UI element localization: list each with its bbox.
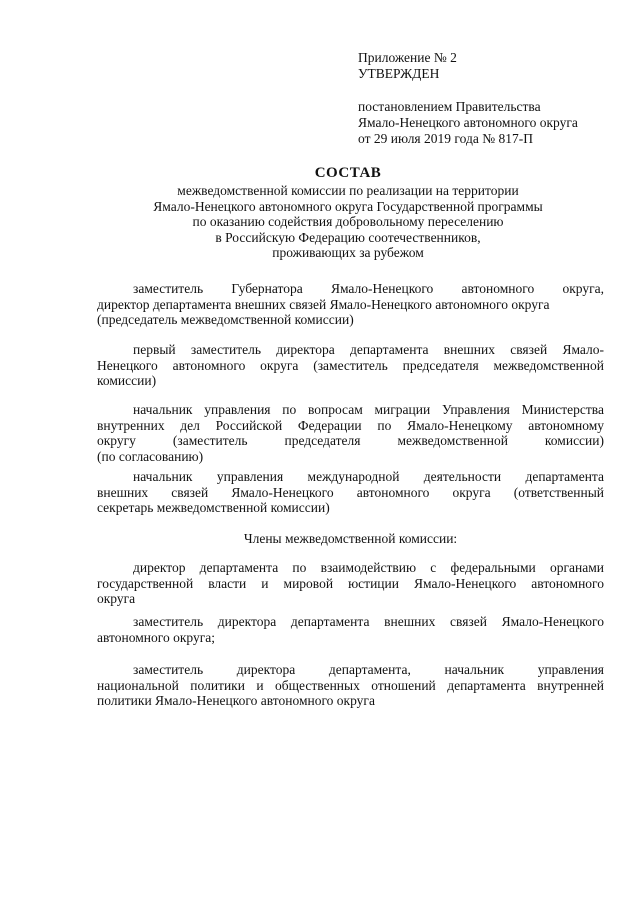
entry-line: директор департамента внешних связей Ямало-Ненецкого автономного округа [97, 296, 550, 312]
subtitle-line: по оказанию содействия добровольному переселению [192, 214, 504, 229]
subtitle-line: в Российскую Федерацию соотечественников, [215, 229, 481, 245]
document-subtitle [90, 183, 606, 261]
member-entry [97, 614, 604, 645]
resolution-line: постановлением Правительства [358, 99, 541, 114]
entry-line: округа [97, 591, 136, 606]
entry-line: округу (заместитель председателя межведомственной комиссии) [97, 433, 604, 448]
resolution-line: от 29 июля 2019 года № 817-П [358, 131, 533, 146]
subtitle-line: межведомственной комиссии по реализации на территории [177, 183, 519, 198]
deputy-chairman-entry [97, 342, 604, 389]
approved-label: УТВЕРЖДЕН [358, 66, 440, 81]
entry-line: начальник управления международной деятельности департамента [133, 469, 604, 484]
resolution-line: Ямало-Ненецкого автономного округа [358, 115, 578, 130]
entry-line: (председатель межведомственной комиссии) [97, 312, 354, 327]
entry-line: национальной политики и общественных отношений департамента внутренней [97, 677, 604, 693]
chairman-entry [97, 281, 604, 328]
member-entry [97, 662, 604, 709]
entry-line: автономного округа; [97, 629, 215, 645]
entry-line: (по согласованию) [97, 448, 204, 464]
entry-line: политики Ямало-Ненецкого автономного округа [97, 693, 375, 708]
deputy-chairman-migration-entry [97, 402, 604, 464]
entry-line: государственной власти и мировой юстиции Ямало-Ненецкого автономного [97, 575, 604, 591]
entry-line: заместитель директора департамента, начальник управления [133, 662, 604, 677]
entry-line: первый заместитель директора департамента внешних связей Ямало- [133, 342, 604, 357]
document-title: СОСТАВ [314, 165, 382, 181]
entry-line: комиссии) [97, 373, 157, 388]
entry-line: секретарь межведомственной комиссии) [97, 500, 330, 515]
entry-line: внутренних дел Российской Федерации по Ямало-Ненецкому автономному [97, 417, 604, 433]
entry-line: начальник управления по вопросам миграции Управления Министерства [133, 402, 604, 417]
entry-line: заместитель Губернатора Ямало-Ненецкого автономного округа, [133, 281, 604, 296]
appendix-block [358, 50, 618, 147]
member-entry [97, 560, 604, 607]
subtitle-line: проживающих за рубежом [272, 245, 424, 260]
entry-line: директор департамента по взаимодействию с федеральными органами [133, 560, 604, 575]
entry-line: заместитель директора департамента внешних связей Ямало-Ненецкого [133, 614, 604, 629]
entry-line: внешних связей Ямало-Ненецкого автономного округа (ответственный [97, 484, 604, 500]
appendix-number: Приложение № 2 [358, 50, 457, 65]
members-heading: Члены межведомственной комиссии: [243, 531, 458, 546]
entry-line: Ненецкого автономного округа (заместитель председателя межведомственной [97, 357, 604, 373]
subtitle-line: Ямало-Ненецкого автономного округа Государственной программы [153, 198, 543, 214]
secretary-entry [97, 469, 604, 516]
